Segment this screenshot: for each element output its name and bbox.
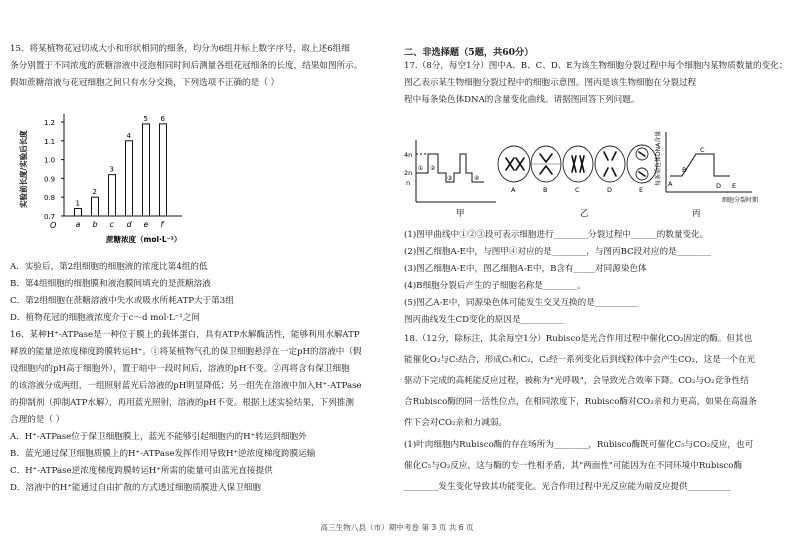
q17-q1: (1)图甲曲线中①②③段可表示细胞进行________分裂过程中______的数量变化。 (404, 230, 709, 240)
svg-text:C: C (700, 146, 705, 154)
svg-text:A: A (511, 186, 516, 194)
chart-bar (92, 197, 99, 216)
chart-bar (109, 175, 116, 216)
chart-category-label: e (143, 220, 149, 229)
svg-text:D: D (607, 186, 613, 194)
chart-y-tick-label: 0.9 (44, 175, 56, 184)
cell-d (595, 146, 625, 194)
q15-line-1: 15、将某植物花冠切成大小和形状相同的细条，均分为6组并标上数字序号，取上述6组细 (10, 44, 350, 54)
q18-line-5: 件下会对CO₂亲和力减弱。 (404, 418, 508, 428)
chart-bar (75, 208, 82, 216)
section-title: 二、非选择题（5题，共60分） (404, 47, 534, 58)
q18-line-7: 催化C₅与O₂反应，这与酶的专一性相矛盾，其"两面性"可能因为在不同环境中Rubisco酶 (404, 461, 743, 471)
q16-line-4: 的该溶液分成两组，一组照射蓝光后溶液的pH明显降低；另一组先在溶液中加入H⁺-ATPase (10, 381, 362, 391)
q16-option-b: B．蓝光通过保卫细胞质膜上的H⁺-ATPase发挥作用导致H⁺逆浓度梯度跨膜运输 (10, 449, 316, 459)
cell-b (531, 146, 561, 194)
chart-origin-label: O (50, 221, 57, 230)
jia-tick-4n: 4n (404, 151, 413, 159)
chart-y-tick-label: 1.1 (44, 137, 56, 146)
bing-label: 丙 (692, 209, 701, 219)
bing-xlabel: 细胞分裂时期 (722, 197, 759, 204)
chart-y-tick-label: 1.2 (44, 119, 56, 127)
q15-option-b: B．第4组细胞的细胞膜和液泡膜间填充的是蔗糖溶液 (10, 279, 211, 289)
q16-option-a: A．H⁺-ATPase位于保卫细胞膜上，蓝光不能够引起细胞内的H⁺转运到细胞外 (10, 432, 307, 442)
chart-x-label: 蔗糖浓度（mol·L⁻¹） (106, 235, 182, 244)
q18-line-6: (1)叶肉细胞内Rubisco酶的存在场所为________，Rubisco酶既可催化C₅与CO₂反应，也可 (404, 440, 754, 450)
q16-line-3: 设细胞内的pH高于细胞外），置于暗中一段时间后，溶液的pH不变。②再将含有保卫细胞 (10, 364, 350, 374)
figure-bing (652, 128, 782, 220)
q17-q2: (2)图乙细胞A-E中，与图甲④对应的是________，与图丙BC段对应的是________ (404, 247, 712, 257)
chart-y-tick-label: 0.8 (44, 194, 56, 203)
jia-tick-n: n (406, 179, 411, 187)
q15-line-2: 条分别置于不同浓度的蔗糖溶液中浸泡相同时间后测量各组花冠细条的长度，结果如图所示。 (10, 61, 363, 71)
figure-jia (404, 130, 499, 220)
chart-bar-label: 1 (75, 199, 80, 208)
jia-seg-1: ① (418, 165, 424, 172)
jia-seg-4: ④ (474, 175, 480, 182)
q16-line-1: 16、某种H⁺-ATPase是一种位于膜上的载体蛋白，具有ATP水解酶活性，能够利用水解ATP (10, 330, 360, 340)
q18-line-8: ________发生变化导致其功能变化。光合作用过程中光反应能为暗反应提供__________ (404, 482, 731, 492)
figure-yi (496, 132, 661, 222)
q16-line-6: 合理的是（ ） (10, 415, 65, 425)
cell-c (563, 146, 593, 194)
jia-seg-3: ③ (447, 175, 453, 182)
chart-y-tick-label: 0.7 (44, 213, 56, 221)
q18-line-1: 18.（12分，除标注，其余每空1分）Rubisco是光合作用过程中催化CO₂固定的酶。但其也 (404, 334, 753, 344)
q16-line-5: 的抑制剂（抑制ATP水解），再用蓝光照射，溶液的pH不变。根据上述实验结果，下列推测 (10, 398, 354, 408)
q18-line-3: 驱动下完成的高耗能反应过程，被称为"光呼吸"，会导致光合效率下降。CO₂与O₂竞争性结 (404, 376, 749, 386)
chart-y-label: 实验前长度/实验后长度 (19, 130, 28, 208)
q16-line-2: 释放的能量逆浓度梯度跨膜转运H⁺。①将某植物气孔的保卫细胞悬浮在一定pH的溶液中（假 (10, 347, 362, 357)
svg-text:C: C (575, 186, 580, 194)
q17-q6: 图丙曲线发生CD变化的原因是__________ (404, 315, 564, 325)
page-footer: 高三生物八县（市）期中考卷 第 3 页 共 6 页 (320, 523, 474, 532)
q17-q4: (4)B细胞分裂后产生的子细胞名称是________。 (404, 281, 586, 291)
q16-option-c: C．H⁺-ATPase逆浓度梯度跨膜转运H⁺所需的能量可由蓝光直接提供 (10, 466, 273, 476)
chart-bar-label: 6 (160, 114, 165, 123)
chart-bar-label: 3 (109, 165, 114, 174)
q15-option-a: A．实验后，第2组细胞的细胞液的浓度比第4组的低 (10, 262, 208, 272)
q15-option-d: D．植物花冠的细胞液浓度介于c～d mol·L⁻¹之间 (10, 313, 200, 323)
jia-tick-2n: 2n (404, 169, 413, 177)
q17-line-3: 程中每条染色体DNA的含量变化曲线。请据图回答下列问题。 (404, 95, 640, 105)
chart-bar (143, 124, 150, 216)
svg-text:B: B (682, 166, 687, 174)
q17-q5: (5)图乙A-E中，同源染色体可能发生交叉互换的是__________ (404, 298, 638, 308)
q17-q3: (3)图乙细胞A-E中，图乙细胞A-E中，B含有_____对同源染色体 (404, 264, 647, 274)
chart-category-label: b (92, 220, 98, 229)
svg-text:D: D (716, 182, 722, 190)
svg-text:E: E (732, 182, 737, 190)
svg-text:B: B (543, 186, 548, 194)
chart-y-tick-label: 1.0 (44, 156, 56, 165)
chart-bar-label: 5 (143, 114, 148, 123)
q15-bar-chart (12, 104, 222, 254)
bing-ylabel: 每条染色体DNA含量 (655, 130, 662, 186)
chart-bar-label: 2 (92, 188, 97, 197)
q18-line-4: 合Rubisco酶的同一活性位点，在相同浓度下，Rubisco酶对CO₂亲和力更高，如果在高温条 (404, 397, 757, 407)
jia-label: 甲 (456, 209, 465, 219)
q15-line-3: 假如蔗糖溶液与花冠细胞之间只有水分交换，下列选项不正确的是（ ） (10, 78, 280, 88)
chart-bar (126, 141, 133, 216)
q16-option-d: D．溶液中的H⁺能通过自由扩散的方式透过细胞质膜进入保卫细胞 (10, 483, 261, 493)
cell-a (498, 146, 530, 194)
chart-bar (160, 124, 167, 216)
q18-line-2: 能催化O₂与C₅结合，形成C₃和C₂，C₂经一系列变化后到线粒体中会产生CO₂，这是一个在光 (404, 355, 756, 365)
yi-label: 乙 (580, 209, 589, 219)
jia-seg-2: ② (430, 165, 436, 172)
chart-category-label: a (75, 220, 81, 229)
chart-category-label: d (126, 220, 132, 229)
q15-option-c: C．第2组细胞在蔗糖溶液中失水或吸水所耗ATP大于第3组 (10, 296, 234, 306)
svg-text:A: A (668, 180, 673, 188)
svg-text:E: E (639, 186, 644, 194)
q17-line-2: 图乙表示某生物细胞分裂过程中的细胞示意图。图丙是该生物细胞在分裂过程 (404, 78, 697, 88)
chart-category-label: c (109, 220, 114, 229)
chart-bar-label: 4 (126, 131, 131, 140)
q17-line-1: 17.（8分，每空1分）图中A、B、C、D、E为该生物细胞分裂过程中每个细胞内某物质数量的变化； (404, 61, 788, 71)
chart-category-label: f (160, 220, 164, 229)
